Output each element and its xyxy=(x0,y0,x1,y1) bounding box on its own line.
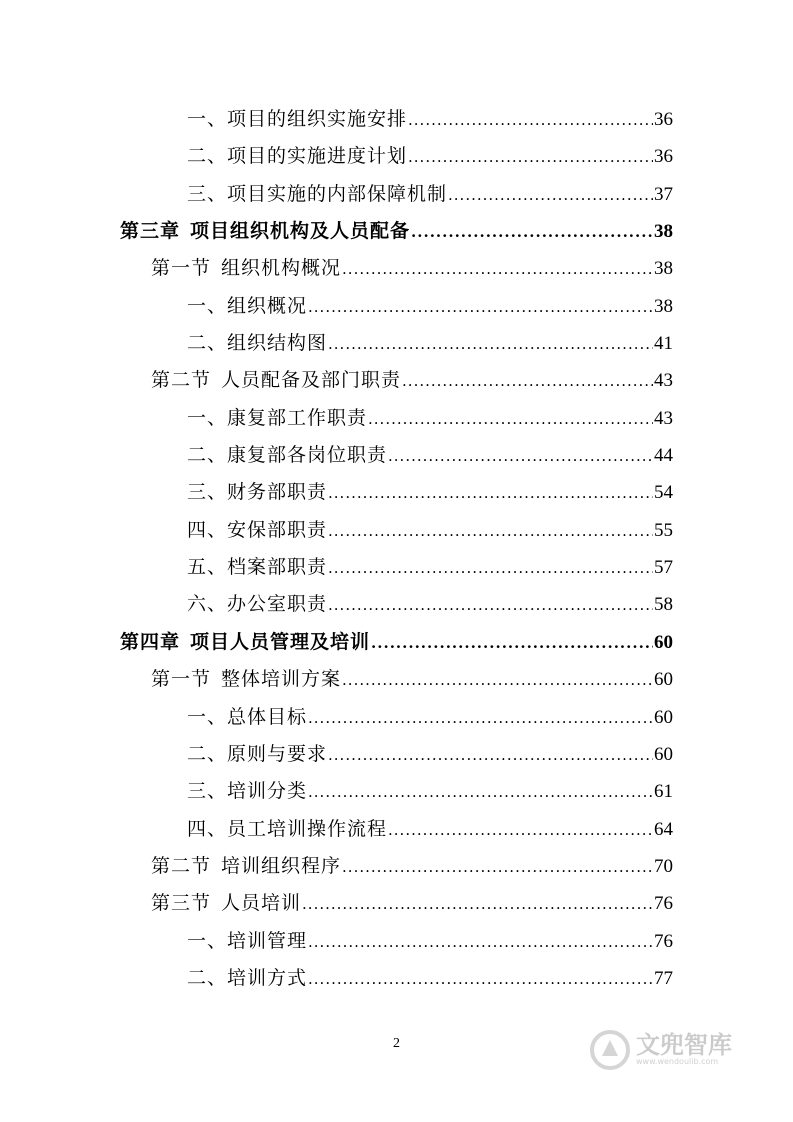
toc-entry-label xyxy=(120,624,370,661)
toc-entry-prefix: 第一节 xyxy=(151,668,212,691)
toc-entry-label xyxy=(187,176,447,213)
toc-entry-title: 人员培训 xyxy=(221,892,302,915)
toc-entry[interactable] xyxy=(120,101,673,138)
toc-entry-page: 43 xyxy=(654,407,673,429)
dot-leader xyxy=(328,513,653,550)
toc-entry[interactable] xyxy=(120,325,673,362)
toc-entry-prefix: 第二节 xyxy=(151,369,212,392)
toc-entry-title: 人员配备及部门职责 xyxy=(221,369,402,392)
toc-entry[interactable] xyxy=(120,176,673,213)
toc-entry-label xyxy=(187,138,407,175)
toc-entry[interactable] xyxy=(120,250,673,287)
toc-entry-title: 一、组织概况 xyxy=(187,294,308,317)
dot-leader xyxy=(371,625,653,662)
toc-entry[interactable] xyxy=(120,400,673,437)
toc-entry-label xyxy=(187,512,327,549)
toc-entry-title: 六、办公室职责 xyxy=(187,593,328,616)
toc-entry-label xyxy=(187,549,327,586)
toc-entry-title: 培训组织程序 xyxy=(221,854,342,877)
toc-entry-page: 37 xyxy=(654,183,673,205)
toc-entry-title: 二、原则与要求 xyxy=(187,742,328,765)
toc-entry-label xyxy=(187,400,367,437)
toc-entry-page: 76 xyxy=(654,893,673,915)
toc-entry-page: 60 xyxy=(654,631,673,653)
toc-entry-title: 四、员工培训操作流程 xyxy=(187,817,388,840)
toc-entry-prefix: 第四章 xyxy=(120,630,181,653)
dot-leader xyxy=(368,401,653,438)
toc-entry-page: 38 xyxy=(654,295,673,317)
toc-entry-title: 项目人员管理及培训 xyxy=(190,630,371,653)
toc-entry[interactable] xyxy=(120,960,673,997)
toc-entry-title: 一、康复部工作职责 xyxy=(187,406,368,429)
toc-entry[interactable] xyxy=(120,848,673,885)
watermark-brand: 文兜智库 xyxy=(636,1031,732,1059)
toc-entry-label xyxy=(187,474,327,511)
toc-entry-title: 二、项目的实施进度计划 xyxy=(187,145,408,168)
dot-leader xyxy=(411,214,653,251)
toc-entry[interactable] xyxy=(120,661,673,698)
toc-entry-prefix: 第二节 xyxy=(151,854,212,877)
toc-entry-page: 60 xyxy=(654,706,673,728)
toc-entry-label xyxy=(151,250,341,287)
toc-entry-label xyxy=(151,362,401,399)
toc-entry[interactable] xyxy=(120,586,673,623)
watermark-url: www.wendoulib.com xyxy=(636,1057,719,1066)
toc-entry-page: 38 xyxy=(654,221,673,243)
toc-entry-title: 三、项目实施的内部保障机制 xyxy=(187,182,448,205)
toc-entry-title: 一、总体目标 xyxy=(187,705,308,728)
toc-entry-title: 二、康复部各岗位职责 xyxy=(187,444,388,467)
toc-entry-label xyxy=(187,811,387,848)
dot-leader xyxy=(402,363,653,400)
toc-entry-label xyxy=(187,923,307,960)
toc-entry[interactable] xyxy=(120,512,673,549)
dot-leader xyxy=(328,587,653,624)
toc-entry-label xyxy=(187,699,307,736)
toc-entry-label xyxy=(187,437,387,474)
dot-leader xyxy=(308,700,653,737)
dot-leader xyxy=(308,289,653,326)
dot-leader xyxy=(388,438,653,475)
toc-entry-prefix: 第三章 xyxy=(120,220,181,243)
toc-entry-label xyxy=(120,213,410,250)
toc-entry-label xyxy=(187,736,327,773)
toc-entry-title: 组织机构概况 xyxy=(221,257,342,280)
toc-entry[interactable] xyxy=(120,288,673,325)
toc-entry-title: 三、培训分类 xyxy=(187,780,308,803)
toc-entry[interactable] xyxy=(120,624,673,661)
dot-leader xyxy=(308,961,653,998)
toc-entry-label xyxy=(151,661,341,698)
dot-leader xyxy=(302,886,653,923)
toc-entry-page: 54 xyxy=(654,482,673,504)
toc-entry-page: 70 xyxy=(654,855,673,877)
toc-entry-page: 60 xyxy=(654,669,673,691)
toc-entry[interactable] xyxy=(120,736,673,773)
dot-leader xyxy=(408,102,653,139)
toc-entry-label xyxy=(187,101,407,138)
watermark xyxy=(590,1020,750,1080)
toc-entry[interactable] xyxy=(120,885,673,922)
toc-entry-label xyxy=(151,885,301,922)
dot-leader xyxy=(308,924,653,961)
toc-entry[interactable] xyxy=(120,474,673,511)
toc-entry-page: 77 xyxy=(654,967,673,989)
toc-entry[interactable] xyxy=(120,362,673,399)
toc-entry[interactable] xyxy=(120,437,673,474)
toc-entry-title: 四、安保部职责 xyxy=(187,518,328,541)
toc-entry-title: 二、组织结构图 xyxy=(187,332,328,355)
toc-entry-title: 整体培训方案 xyxy=(221,668,342,691)
dot-leader xyxy=(328,737,653,774)
dot-leader xyxy=(328,326,653,363)
toc-entry-page: 55 xyxy=(654,519,673,541)
toc-entry-label xyxy=(187,960,307,997)
dot-leader xyxy=(342,251,653,288)
toc-entry-page: 36 xyxy=(654,109,673,130)
toc-entry-prefix: 第一节 xyxy=(151,257,212,280)
toc-entry[interactable] xyxy=(120,213,673,250)
table-of-contents xyxy=(120,101,673,997)
toc-entry-page: 58 xyxy=(654,594,673,616)
toc-entry-label xyxy=(187,325,327,362)
dot-leader xyxy=(388,812,653,849)
dot-leader xyxy=(328,475,653,512)
toc-entry[interactable] xyxy=(120,773,673,810)
toc-entry-label xyxy=(151,848,341,885)
dot-leader xyxy=(342,849,653,886)
toc-entry-page: 44 xyxy=(654,445,673,467)
toc-entry-page: 60 xyxy=(654,743,673,765)
toc-entry-page: 36 xyxy=(654,146,673,168)
toc-entry-page: 61 xyxy=(654,781,673,803)
page-number: 2 xyxy=(393,1036,400,1051)
brand-logo-icon xyxy=(590,1030,630,1070)
toc-entry-label xyxy=(187,288,307,325)
toc-entry-page: 43 xyxy=(654,370,673,392)
toc-entry-title: 二、培训方式 xyxy=(187,966,308,989)
dot-leader xyxy=(448,177,653,214)
toc-entry-page: 41 xyxy=(654,333,673,355)
toc-entry-prefix: 第三节 xyxy=(151,892,212,915)
toc-entry-label xyxy=(187,586,327,623)
toc-entry[interactable] xyxy=(120,923,673,960)
toc-entry[interactable] xyxy=(120,811,673,848)
toc-entry[interactable] xyxy=(120,138,673,175)
toc-entry-page: 64 xyxy=(654,818,673,840)
toc-entry-title: 五、档案部职责 xyxy=(187,556,328,579)
toc-entry-title: 一、项目的组织实施安排 xyxy=(187,108,408,130)
toc-entry-title: 一、培训管理 xyxy=(187,929,308,952)
dot-leader xyxy=(408,139,653,176)
toc-entry-page: 38 xyxy=(654,258,673,280)
dot-leader xyxy=(328,550,653,587)
toc-entry[interactable] xyxy=(120,549,673,586)
toc-entry[interactable] xyxy=(120,699,673,736)
dot-leader xyxy=(342,662,653,699)
dot-leader xyxy=(308,774,653,811)
toc-entry-title: 三、财务部职责 xyxy=(187,481,328,504)
toc-entry-label xyxy=(187,773,307,810)
toc-entry-title: 项目组织机构及人员配备 xyxy=(190,220,411,243)
toc-entry-page: 76 xyxy=(654,930,673,952)
toc-entry-page: 57 xyxy=(654,557,673,579)
